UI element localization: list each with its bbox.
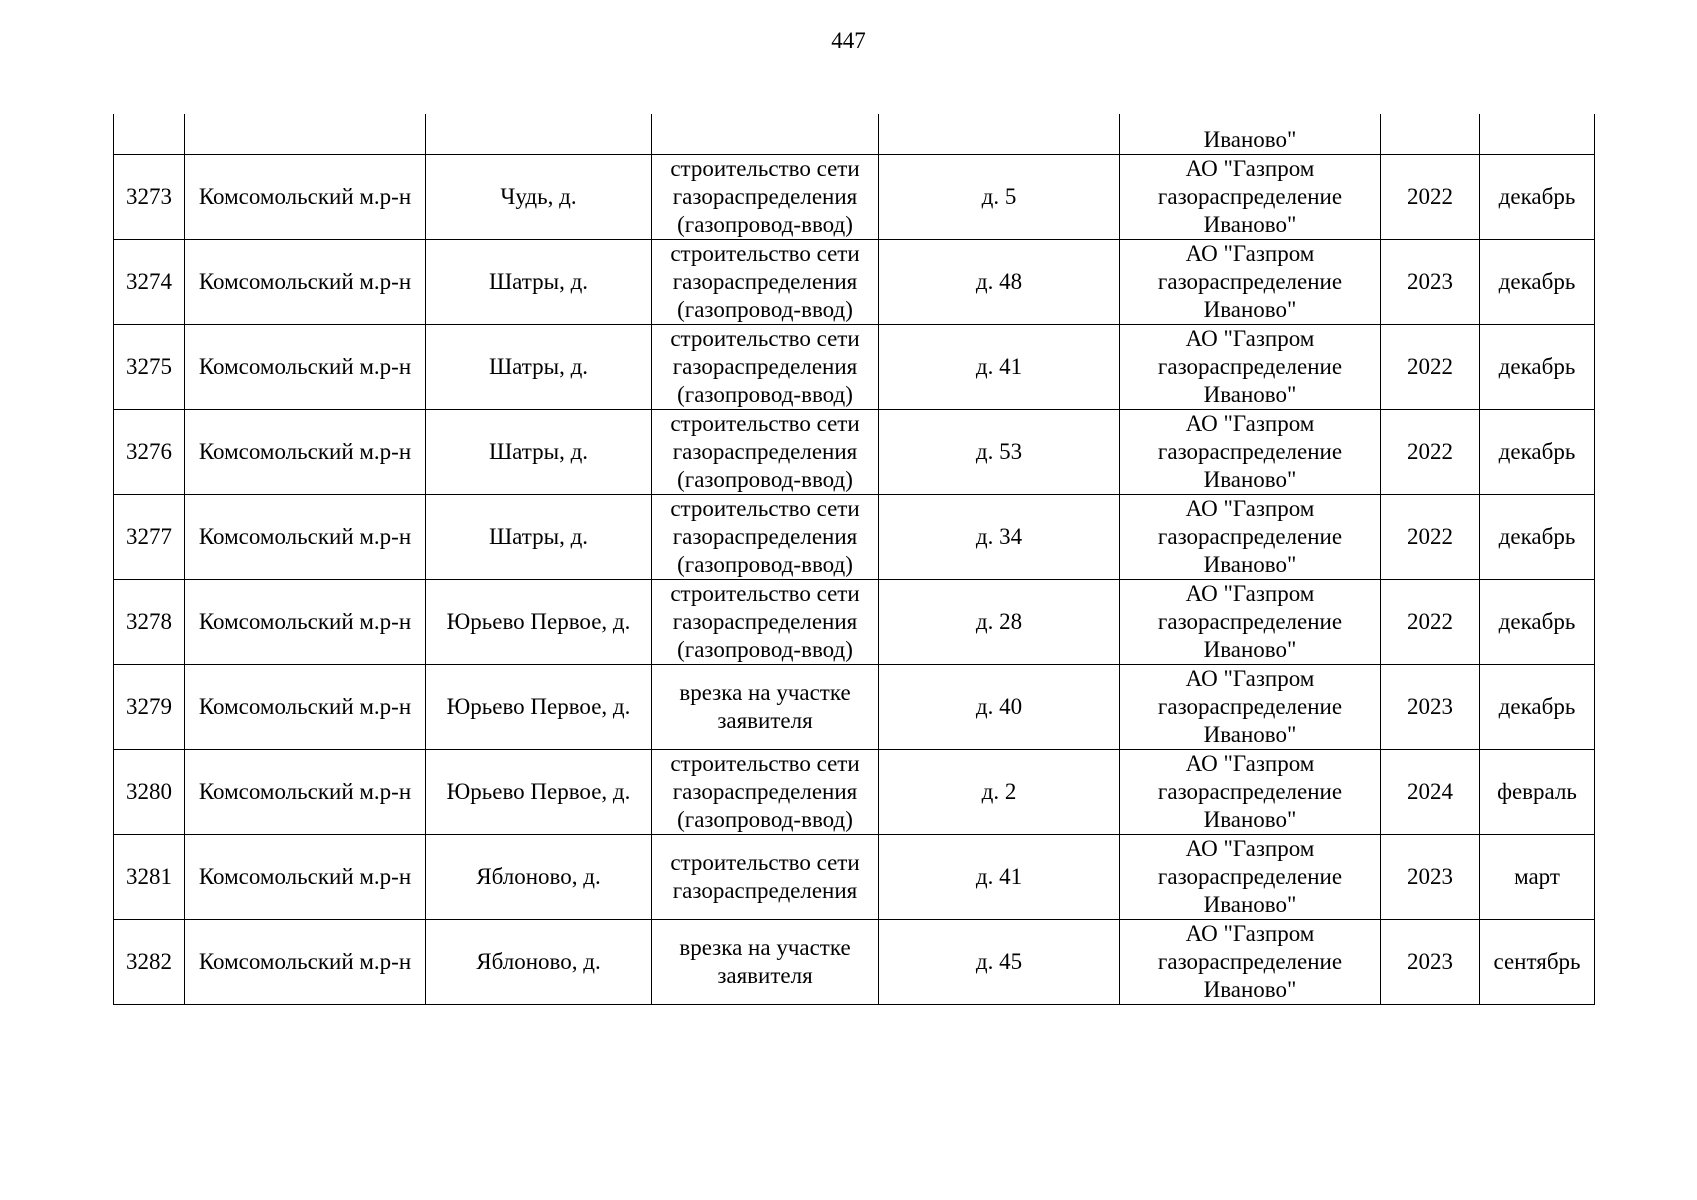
table-body: [114, 114, 1595, 1004]
cell-month: декабрь: [1480, 154, 1595, 239]
cell-settlement: Шатры, д.: [426, 409, 652, 494]
cell-num: 3276: [114, 409, 185, 494]
cell-org: АО "Газпром газораспределение Иваново": [1120, 239, 1381, 324]
cell-org: АО "Газпром газораспределение Иваново": [1120, 579, 1381, 664]
cell-address: д. 53: [879, 409, 1120, 494]
cell-address: д. 48: [879, 239, 1120, 324]
cell-district: Комсомольский м.р-н: [185, 239, 426, 324]
cell-num: 3279: [114, 664, 185, 749]
cell-district: Комсомольский м.р-н: [185, 749, 426, 834]
cell-settlement: Чудь, д.: [426, 154, 652, 239]
cell-work: врезка на участке заявителя: [652, 664, 879, 749]
cell-district: Комсомольский м.р-н: [185, 154, 426, 239]
cell-address: д. 41: [879, 834, 1120, 919]
cell-settlement: Юрьево Первое, д.: [426, 749, 652, 834]
cell-org: АО "Газпром газораспределение Иваново": [1120, 919, 1381, 1004]
cell-address: д. 34: [879, 494, 1120, 579]
cell-year: [1381, 114, 1480, 154]
cell-year: 2023: [1381, 834, 1480, 919]
cell-district: Комсомольский м.р-н: [185, 664, 426, 749]
cell-num: 3274: [114, 239, 185, 324]
cell-org: АО "Газпром газораспределение Иваново": [1120, 494, 1381, 579]
gasification-table: [113, 114, 1595, 1005]
cell-month: декабрь: [1480, 579, 1595, 664]
cell-year: 2023: [1381, 239, 1480, 324]
cell-address: д. 28: [879, 579, 1120, 664]
page-number: 447: [831, 28, 866, 53]
cell-year: 2022: [1381, 324, 1480, 409]
cell-settlement: Шатры, д.: [426, 239, 652, 324]
cell-month: декабрь: [1480, 409, 1595, 494]
table-row: [114, 664, 1595, 749]
cell-address: [879, 114, 1120, 154]
cell-org: АО "Газпром газораспределение Иваново": [1120, 749, 1381, 834]
cell-num: 3273: [114, 154, 185, 239]
table-row: [114, 239, 1595, 324]
table-row: [114, 749, 1595, 834]
cell-settlement: [426, 114, 652, 154]
cell-work: строительство сети газораспределения (газопровод-ввод): [652, 579, 879, 664]
cell-address: д. 41: [879, 324, 1120, 409]
table-row: [114, 494, 1595, 579]
cell-work: строительство сети газораспределения (газопровод-ввод): [652, 239, 879, 324]
cell-year: 2024: [1381, 749, 1480, 834]
cell-year: 2022: [1381, 579, 1480, 664]
cell-year: 2023: [1381, 664, 1480, 749]
cell-year: 2022: [1381, 494, 1480, 579]
cell-settlement: Шатры, д.: [426, 324, 652, 409]
table-row: [114, 409, 1595, 494]
cell-settlement: Яблоново, д.: [426, 919, 652, 1004]
cell-num: 3277: [114, 494, 185, 579]
cell-num: 3280: [114, 749, 185, 834]
cell-work: строительство сети газораспределения (газопровод-ввод): [652, 409, 879, 494]
cell-month: декабрь: [1480, 664, 1595, 749]
cell-settlement: Шатры, д.: [426, 494, 652, 579]
table-row: [114, 919, 1595, 1004]
cell-settlement: Яблоново, д.: [426, 834, 652, 919]
cell-district: Комсомольский м.р-н: [185, 834, 426, 919]
cell-district: [185, 114, 426, 154]
cell-org: АО "Газпром газораспределение Иваново": [1120, 834, 1381, 919]
cell-work: [652, 114, 879, 154]
cell-address: д. 2: [879, 749, 1120, 834]
cell-work: врезка на участке заявителя: [652, 919, 879, 1004]
table-row-continuation: [114, 114, 1595, 154]
cell-address: д. 45: [879, 919, 1120, 1004]
cell-district: Комсомольский м.р-н: [185, 409, 426, 494]
cell-work: строительство сети газораспределения: [652, 834, 879, 919]
cell-month: сентябрь: [1480, 919, 1595, 1004]
cell-settlement: Юрьево Первое, д.: [426, 664, 652, 749]
cell-district: Комсомольский м.р-н: [185, 919, 426, 1004]
cell-num: 3282: [114, 919, 185, 1004]
cell-work: строительство сети газораспределения (газопровод-ввод): [652, 324, 879, 409]
cell-address: д. 40: [879, 664, 1120, 749]
table-row: [114, 834, 1595, 919]
cell-org: АО "Газпром газораспределение Иваново": [1120, 324, 1381, 409]
cell-year: 2023: [1381, 919, 1480, 1004]
cell-work: строительство сети газораспределения (газопровод-ввод): [652, 154, 879, 239]
cell-month: март: [1480, 834, 1595, 919]
table-row: [114, 154, 1595, 239]
cell-num: 3275: [114, 324, 185, 409]
cell-year: 2022: [1381, 409, 1480, 494]
cell-num: 3278: [114, 579, 185, 664]
cell-settlement: Юрьево Первое, д.: [426, 579, 652, 664]
cell-org: АО "Газпром газораспределение Иваново": [1120, 664, 1381, 749]
cell-year: 2022: [1381, 154, 1480, 239]
cell-month: декабрь: [1480, 494, 1595, 579]
table-row: [114, 324, 1595, 409]
cell-num: 3281: [114, 834, 185, 919]
cell-work: строительство сети газораспределения (газопровод-ввод): [652, 749, 879, 834]
cell-org: АО "Газпром газораспределение Иваново": [1120, 154, 1381, 239]
cell-org: АО "Газпром газораспределение Иваново": [1120, 409, 1381, 494]
cell-month: [1480, 114, 1595, 154]
cell-work: строительство сети газораспределения (газопровод-ввод): [652, 494, 879, 579]
cell-address: д. 5: [879, 154, 1120, 239]
cell-month: декабрь: [1480, 239, 1595, 324]
table-row: [114, 579, 1595, 664]
cell-month: февраль: [1480, 749, 1595, 834]
cell-district: Комсомольский м.р-н: [185, 324, 426, 409]
cell-num: [114, 114, 185, 154]
cell-month: декабрь: [1480, 324, 1595, 409]
cell-org: Иваново": [1120, 114, 1381, 154]
cell-district: Комсомольский м.р-н: [185, 579, 426, 664]
cell-district: Комсомольский м.р-н: [185, 494, 426, 579]
